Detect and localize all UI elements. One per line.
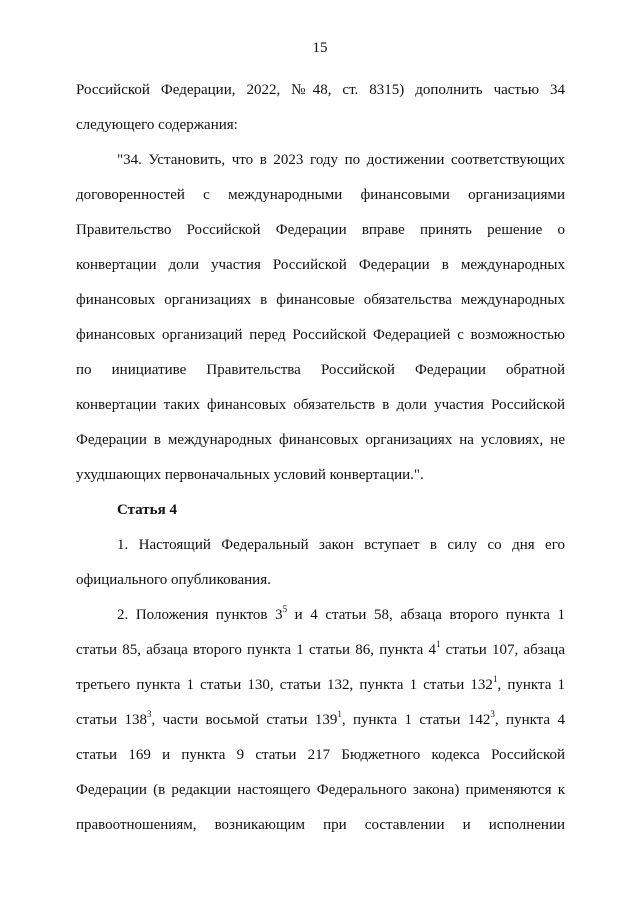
text-line: Федерации в международных финансовых организациях на условиях, не	[76, 432, 565, 448]
text-run: , пункта 1 статьи 142	[341, 712, 491, 728]
article-heading: Статья 4	[117, 502, 177, 518]
text-run: , части восьмой статьи 139	[151, 712, 338, 728]
text-line: финансовых организациях в финансовые обязательства международных	[76, 292, 565, 308]
text-run: статьи 107, абзаца	[440, 642, 565, 658]
superscript: 5	[282, 604, 288, 614]
superscript: 3	[147, 709, 152, 719]
text-line	[117, 606, 565, 624]
text-run: и 4 статьи 58, абзаца второго пункта 1	[287, 607, 566, 623]
superscript: 1	[435, 639, 441, 649]
text-run: , пункта 4	[494, 712, 565, 728]
superscript: 1	[492, 674, 498, 684]
text-line: правоотношениям, возникающим при составлении и исполнении	[76, 817, 565, 833]
text-line: Российской Федерации, 2022, №48, ст. 8315) дополнить частью 34	[76, 82, 565, 98]
text-line	[76, 711, 565, 729]
text-run: третьего пункта 1 статьи 130, статьи 132, пункта 1 статьи 132	[76, 677, 493, 693]
text-line: Федерации (в редакции настоящего Федерального закона) применяются к	[76, 782, 565, 798]
text-line: по инициативе Правительства Российской Федерации обратной	[76, 362, 565, 378]
text-line: договоренностей с международными финансовыми организациями	[76, 187, 565, 203]
text-line: официального опубликования.	[76, 572, 271, 588]
text-line: финансовых организаций перед Российской Федерацией с возможностью	[76, 327, 565, 343]
text-run: статьи 138	[76, 712, 148, 728]
text-line	[76, 641, 565, 659]
superscript: 1	[337, 709, 342, 719]
text-line: 1. Настоящий Федеральный закон вступает в силу со дня его	[117, 537, 565, 553]
superscript: 3	[490, 709, 495, 719]
text-line: следующего содержания:	[76, 117, 238, 133]
text-line: статьи 169 и пункта 9 статьи 217 Бюджетного кодекса Российской	[76, 747, 565, 763]
text-line: конвертации доли участия Российской Федерации в международных	[76, 257, 565, 273]
text-line: конвертации таких финансовых обязательств в доли участия Российской	[76, 397, 565, 413]
text-line	[76, 676, 565, 694]
text-run: статьи 85, абзаца второго пункта 1 статьи 86, пункта 4	[76, 642, 436, 658]
page-number: 15	[312, 40, 328, 56]
text-line: Правительство Российской Федерации вправе принять решение о	[76, 222, 565, 238]
text-line: "34. Установить, что в 2023 году по достижении соответствующих	[117, 152, 565, 168]
text-run: , пункта 1	[497, 677, 565, 693]
text-line: ухудшающих первоначальных условий конвертации.".	[76, 467, 424, 483]
text-run: 2. Положения пунктов 3	[117, 607, 283, 623]
